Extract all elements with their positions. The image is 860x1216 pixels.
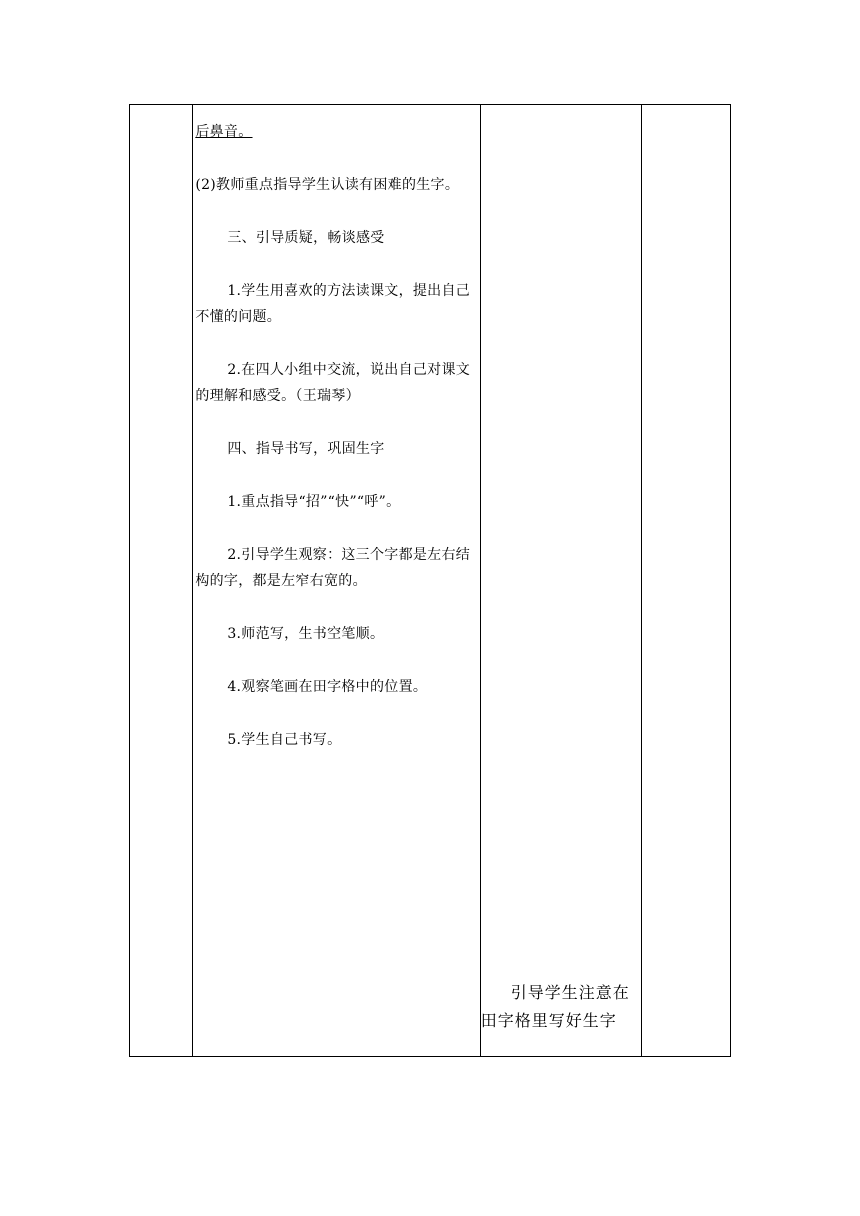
section-heading: 三、引导质疑，畅谈感受 — [227, 230, 385, 246]
content-paragraph: (2)教师重点指导学生认读有困难的生字。 — [195, 177, 460, 193]
content-paragraph: 5.学生自己书写。 — [227, 732, 342, 748]
content-paragraph: 3.师范写，生书空笔顺。 — [227, 626, 385, 642]
design-note: 引导学生注意在田字格里写好生字 — [480, 983, 630, 1030]
content-paragraph: 2.引导学生观察：这三个字都是左右结构的字，都是左窄右宽的。 — [195, 547, 471, 589]
design-intent-cell — [480, 105, 641, 1057]
content-paragraph: 1.重点指导“招”“快”“呼”。 — [227, 494, 401, 510]
remarks-cell — [641, 105, 730, 1057]
content-paragraph: 4.观察笔画在田字格中的位置。 — [227, 679, 428, 695]
teaching-process-cell — [193, 105, 480, 1057]
lesson-plan-table — [129, 104, 731, 1057]
content-paragraph: 后鼻音。 — [195, 124, 253, 140]
content-paragraph: 2.在四人小组中交流，说出自己对课文的理解和感受。（王瑞琴） — [195, 362, 471, 404]
content-paragraph: 1.学生用喜欢的方法读课文，提出自己不懂的问题。 — [195, 283, 471, 325]
stage-cell — [130, 105, 193, 1057]
section-heading: 四、指导书写，巩固生字 — [227, 441, 385, 457]
table-row — [130, 105, 731, 1057]
